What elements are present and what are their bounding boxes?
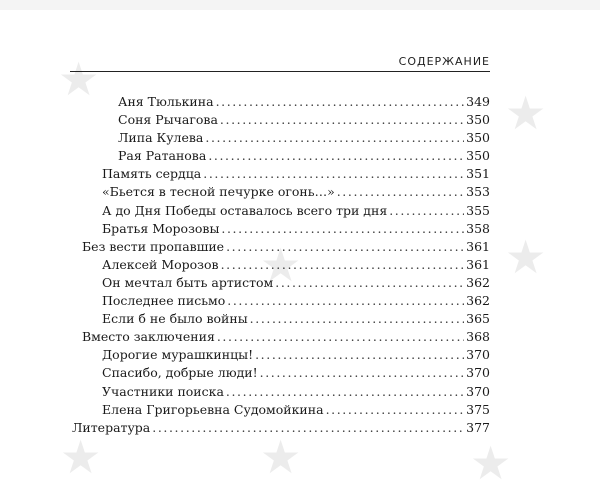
star-icon: ★ — [58, 52, 100, 106]
dot-leader — [221, 220, 464, 238]
top-band — [0, 0, 600, 10]
toc-entry-title: Без вести пропавшие — [82, 238, 225, 254]
toc-entry-title: Алексей Морозов — [102, 256, 219, 272]
toc-entry-title: Елена Григорьевна Судомойкина — [102, 401, 324, 417]
toc-entry-page: 377 — [466, 419, 490, 435]
toc-entry[interactable] — [72, 292, 490, 310]
toc-entry-title: Память сердца — [102, 166, 202, 182]
toc-entry-title: Липа Кулева — [118, 130, 204, 146]
toc-entry[interactable] — [72, 364, 490, 382]
toc-entry-title: Дорогие мурашкинцы! — [102, 347, 254, 363]
dot-leader — [255, 346, 464, 364]
dot-leader — [337, 183, 464, 201]
toc-entry-title: Спасибо, добрые люди! — [102, 365, 258, 381]
toc-entry-page: 361 — [466, 238, 490, 254]
toc-entry[interactable] — [72, 328, 490, 346]
dot-leader — [326, 401, 465, 419]
dot-leader — [220, 111, 464, 129]
toc-entry-title: А до Дня Победы оставалось всего три дня — [102, 202, 388, 218]
toc-entry-title: Участники поиска — [102, 383, 224, 399]
toc-entry-title: Литература — [72, 419, 151, 435]
toc-entry-page: 350 — [466, 112, 490, 128]
dot-leader — [389, 202, 464, 220]
star-icon: ★ — [260, 430, 302, 484]
toc-entry-page: 362 — [466, 293, 490, 309]
dot-leader — [208, 147, 464, 165]
toc-entry[interactable] — [72, 220, 490, 238]
toc-entry[interactable] — [72, 238, 490, 256]
toc-entry-page: 375 — [466, 401, 490, 417]
toc-entry-page: 361 — [466, 256, 490, 272]
table-of-contents — [72, 93, 490, 437]
toc-entry-title: Аня Тюлькина — [118, 94, 214, 109]
toc-entry-page: 350 — [466, 130, 490, 146]
toc-entry[interactable] — [72, 147, 490, 165]
toc-entry[interactable] — [72, 310, 490, 328]
toc-entry-page: 370 — [466, 365, 490, 381]
star-icon: ★ — [505, 230, 547, 284]
toc-entry[interactable] — [72, 165, 490, 183]
toc-entry[interactable] — [72, 383, 490, 401]
toc-entry[interactable] — [72, 274, 490, 292]
dot-leader — [260, 364, 465, 382]
header-rule — [70, 71, 490, 72]
dot-leader — [203, 165, 464, 183]
toc-entry-page: 365 — [466, 311, 490, 327]
star-icon: ★ — [260, 238, 302, 292]
toc-entry-page: 362 — [466, 274, 490, 290]
dot-leader — [226, 238, 464, 256]
toc-entry-title: Последнее письмо — [102, 293, 226, 309]
toc-entry-page: 353 — [466, 184, 490, 200]
star-icon: ★ — [470, 436, 512, 490]
toc-entry-page: 350 — [466, 148, 490, 164]
toc-entry[interactable] — [72, 202, 490, 220]
toc-entry-page: 370 — [466, 347, 490, 363]
dot-leader — [227, 292, 464, 310]
toc-entry[interactable] — [72, 183, 490, 201]
star-icon: ★ — [60, 430, 102, 484]
toc-entry-page: 349 — [466, 94, 490, 109]
dot-leader — [205, 129, 464, 147]
running-head: СОДЕРЖАНИЕ — [398, 55, 490, 68]
toc-entry[interactable] — [72, 419, 490, 437]
toc-entry-title: Если б не было войны — [102, 311, 248, 327]
toc-entry-title: Рая Ратанова — [118, 148, 207, 164]
toc-entry[interactable] — [72, 401, 490, 419]
toc-entry-title: Он мечтал быть артистом — [102, 274, 274, 290]
toc-entry[interactable] — [72, 346, 490, 364]
toc-entry[interactable] — [72, 111, 490, 129]
dot-leader — [250, 310, 464, 328]
dot-leader — [226, 383, 464, 401]
toc-entry[interactable] — [72, 256, 490, 274]
toc-entry[interactable] — [72, 129, 490, 147]
toc-entry-title: Соня Рычагова — [118, 112, 218, 128]
dot-leader — [275, 274, 464, 292]
dot-leader — [217, 328, 464, 346]
dot-leader — [221, 256, 465, 274]
dot-leader — [152, 419, 464, 437]
toc-entry-page: 370 — [466, 383, 490, 399]
toc-entry[interactable] — [72, 93, 490, 111]
toc-entry-title: Братья Морозовы — [102, 220, 220, 236]
star-icon: ★ — [505, 86, 547, 140]
dot-leader — [216, 93, 465, 111]
toc-entry-page: 355 — [466, 202, 490, 218]
toc-entry-page: 358 — [466, 220, 490, 236]
toc-entry-page: 368 — [466, 329, 490, 345]
toc-entry-page: 351 — [466, 166, 490, 182]
toc-entry-title: «Бьется в тесной печурке огонь…» — [102, 184, 335, 200]
toc-entry-title: Вместо заключения — [82, 329, 215, 345]
